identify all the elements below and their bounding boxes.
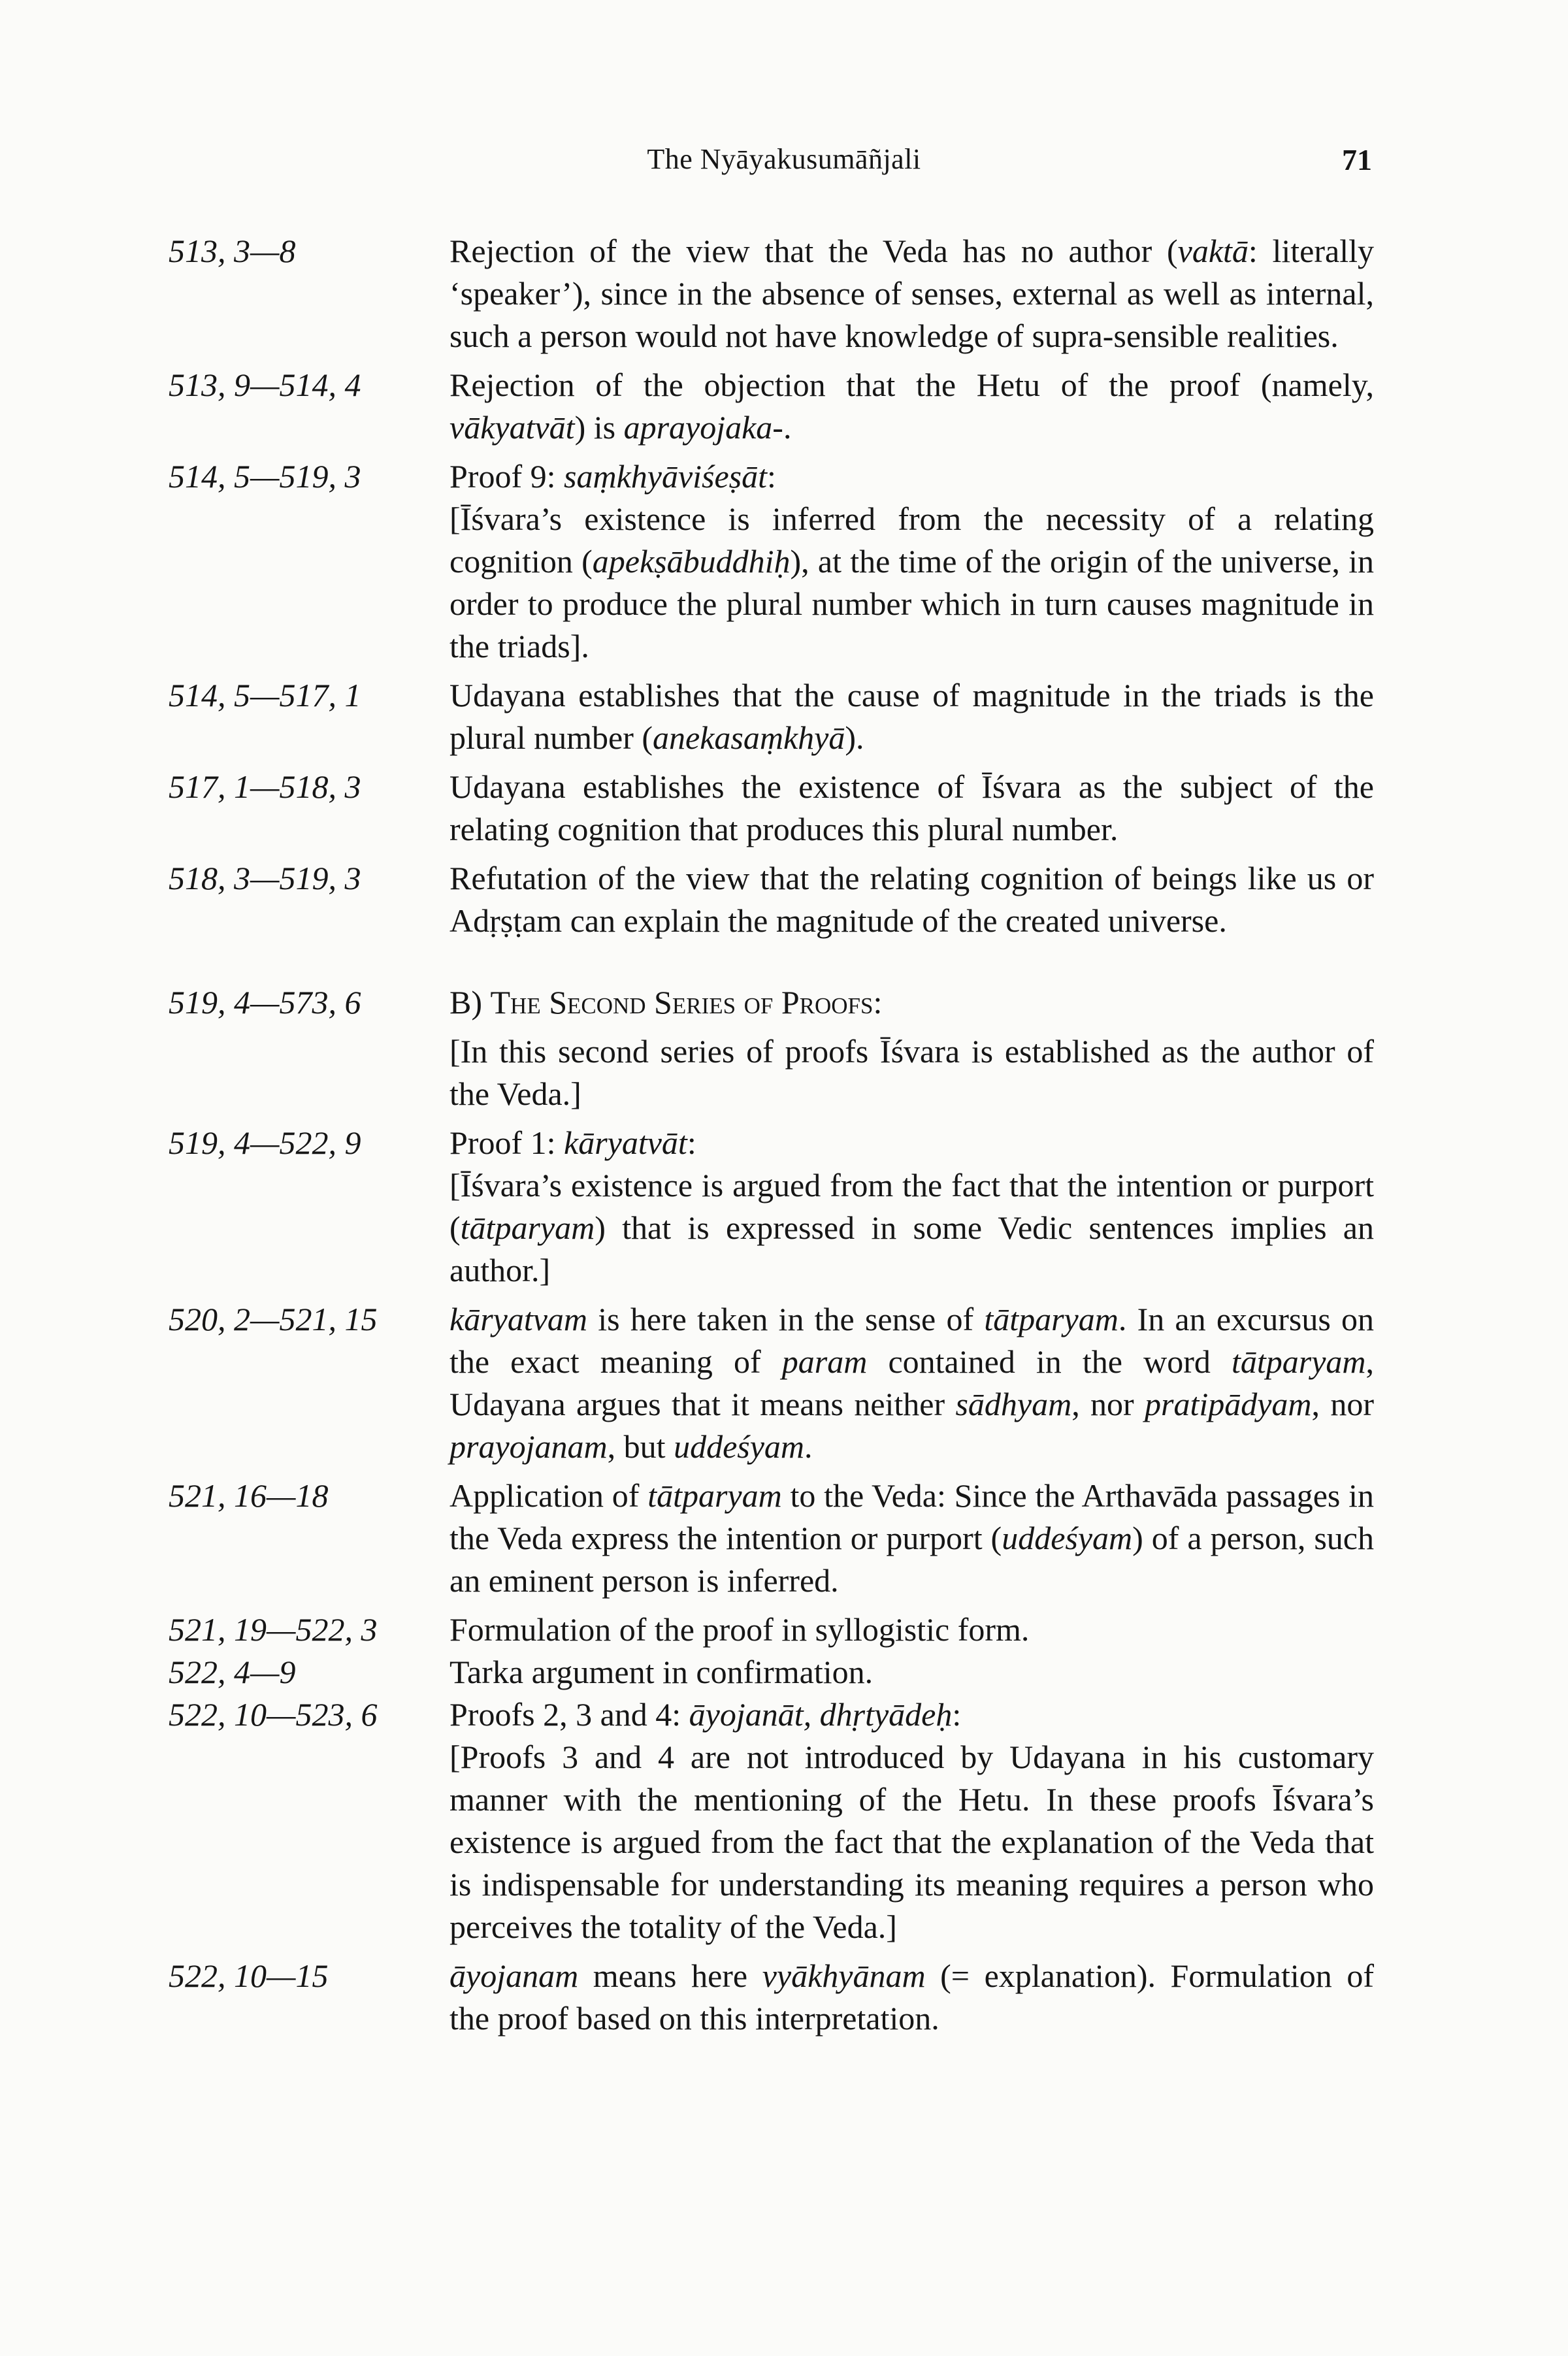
entry-text: Application of tātparyam to the Veda: Since the Arthavāda passages in the Veda express the intention or purport (uddeśyam) of a person, such an eminent person is inferred. [449, 1477, 1374, 1599]
page-line-reference: 522, 10—523, 6 [169, 1696, 378, 1733]
page-line-reference: 514, 5—519, 3 [169, 458, 361, 495]
index-entry [0, 1693, 1568, 1948]
page-line-reference: 520, 2—521, 15 [169, 1301, 378, 1337]
page-line-reference: 519, 4—573, 6 [169, 984, 361, 1021]
entry-text: āyojanam means here vyākhyānam (= explanation). Formulation of the proof based on this interpretation. [449, 1957, 1374, 2037]
entry-description [449, 1609, 1374, 1651]
entry-description [449, 857, 1374, 942]
entry-text: Refutation of the view that the relating cognition of beings like us or Adṛṣṭam can explain the magnitude of the created universe. [449, 860, 1374, 939]
entry-description [449, 1475, 1374, 1602]
entry-text: Udayana establishes that the cause of magnitude in the triads is the plural number (anekasaṃkhyā). [449, 677, 1374, 756]
entry-text: Proof 1: kāryatvāt: [449, 1124, 696, 1161]
entry-text: Proofs 2, 3 and 4: āyojanāt, dhṛtyādeḥ: [449, 1696, 962, 1733]
index-entry [0, 1651, 1568, 1693]
entry-description [449, 1693, 1374, 1948]
entry-text: Rejection of the view that the Veda has no author (vaktā: literally ‘speaker’), since in the absence of senses, external as well as internal, such a person would not have knowledge of supra-sensible realities. [449, 233, 1375, 354]
page-line-reference: 514, 5—517, 1 [169, 677, 361, 713]
index-entry [0, 455, 1568, 668]
page-line-reference: 518, 3—519, 3 [169, 860, 361, 896]
entry-note: [Īśvara’s existence is inferred from the necessity of a relating cognition (apekṣābuddhiḥ), at the time of the origin of the universe, in order to produce the plural number which in turn causes magnitude in the triads]. [449, 500, 1374, 664]
page-line-reference: 513, 3—8 [169, 233, 296, 269]
entry-text: Rejection of the objection that the Hetu of the proof (namely, vākyatvāt) is aprayojaka-. [449, 367, 1374, 446]
index-entry [0, 230, 1568, 357]
index-entry [0, 1609, 1568, 1651]
index-entry [0, 981, 1568, 1115]
entry-text: Udayana establishes the existence of Īśvara as the subject of the relating cognition that produces this plural number. [449, 768, 1374, 847]
index-entry [0, 1122, 1568, 1292]
entry-description [449, 364, 1374, 449]
index-entry [0, 1298, 1568, 1468]
index-entry [0, 364, 1568, 449]
entry-description [449, 1955, 1374, 2040]
page-line-reference: 521, 19—522, 3 [169, 1611, 378, 1648]
entry-description [449, 455, 1374, 668]
header-title: The Nyāyakusumāñjali [647, 143, 921, 175]
entry-note: [Īśvara’s existence is argued from the fact that the intention or purport (tātparyam) that is expressed in some Vedic sentences implies an author.] [449, 1167, 1374, 1288]
index-entry [0, 1475, 1568, 1602]
entry-description [449, 1122, 1374, 1292]
entry-note: [In this second series of proofs Īśvara is established as the author of the Veda.] [449, 1033, 1374, 1112]
page-line-reference: 519, 4—522, 9 [169, 1124, 361, 1161]
entry-text: kāryatvam is here taken in the sense of tātparyam. In an excursus on the exact meaning of param contained in the word tātparyam, Udayana argues that it means neither sādhyam, nor pratipādyam, nor prayojanam, but uddeśyam. [449, 1301, 1375, 1465]
entry-text: Tarka argument in confirmation. [449, 1654, 874, 1690]
page-line-reference: 521, 16—18 [169, 1477, 329, 1514]
page-line-reference: 513, 9—514, 4 [169, 367, 361, 403]
index-entries [0, 230, 1568, 2046]
page-line-reference: 522, 10—15 [169, 1957, 329, 1994]
entry-note: [Proofs 3 and 4 are not introduced by Udayana in his customary manner with the mentioning of the Hetu. In these proofs Īśvara’s existence is argued from the fact that the explanation of the Veda that is indispensable for understanding its meaning requires a person who perceives the totality of the Veda.] [449, 1739, 1374, 1945]
entry-description [449, 1298, 1374, 1468]
entry-description [449, 766, 1374, 851]
entry-text: B) The Second Series of Proofs: [449, 984, 883, 1021]
index-entry [0, 766, 1568, 851]
index-entry [0, 674, 1568, 759]
entry-text: Formulation of the proof in syllogistic form. [449, 1611, 1030, 1648]
entry-description [449, 1651, 1374, 1693]
entry-description [449, 981, 1374, 1115]
entry-description [449, 230, 1374, 357]
page-number: 71 [1342, 143, 1372, 176]
entry-description [449, 674, 1374, 759]
index-entry [0, 1955, 1568, 2040]
page-line-reference: 517, 1—518, 3 [169, 768, 361, 805]
page-line-reference: 522, 4—9 [169, 1654, 296, 1690]
index-entry [0, 857, 1568, 942]
entry-text: Proof 9: saṃkhyāviśeṣāt: [449, 458, 776, 495]
